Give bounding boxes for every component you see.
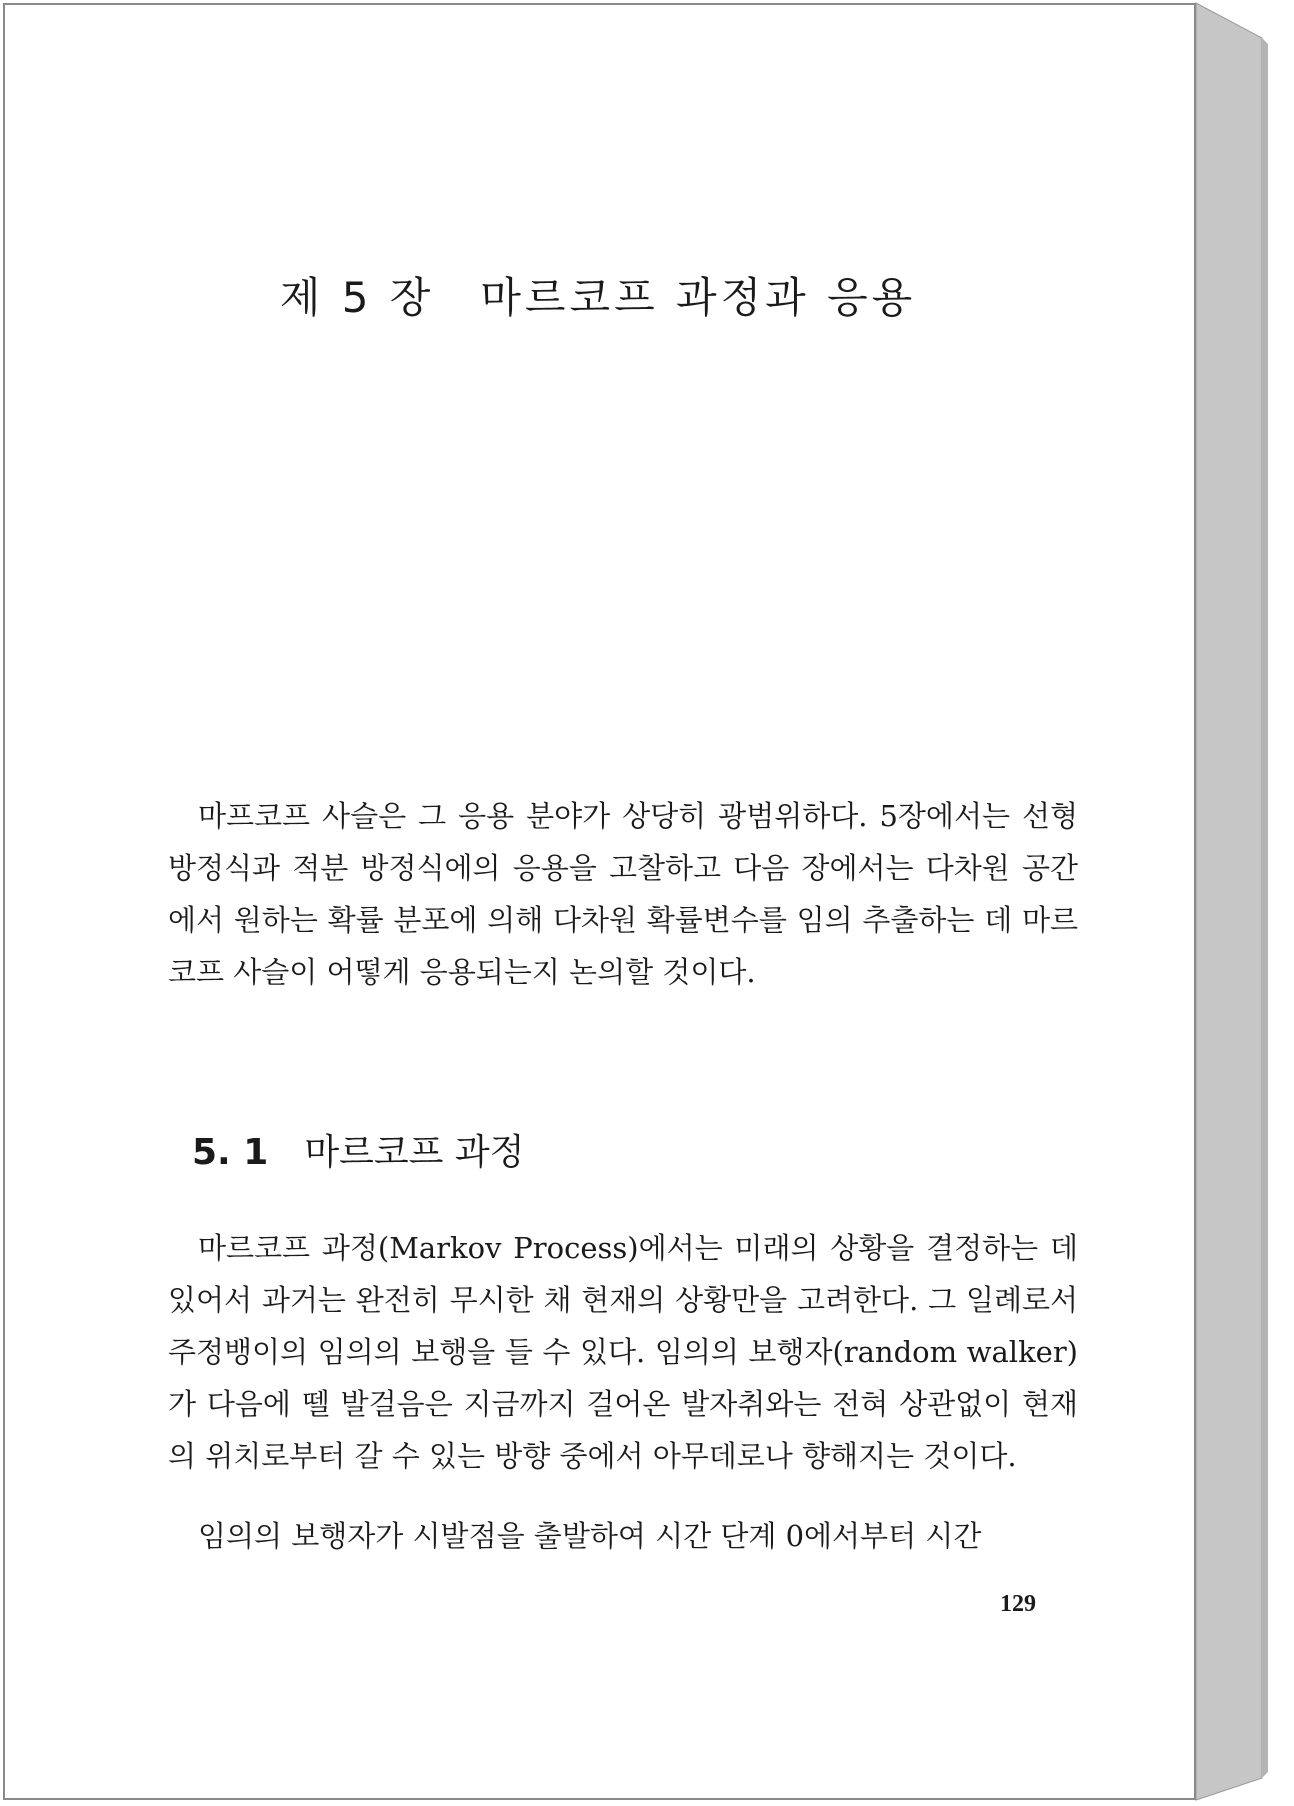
section-paragraph-2 bbox=[168, 1510, 1078, 1562]
intro-paragraph bbox=[168, 790, 1078, 998]
section-title: 마르코프 과정 bbox=[304, 1132, 525, 1173]
section-heading bbox=[192, 1124, 524, 1175]
intro-paragraph-text: 마프코프 사슬은 그 응용 분야가 상당히 광범위하다. 5장에서는 선형 방정식과 적분 방정식에의 응용을 고찰하고 다음 장에서는 다차원 공간에서 원하는 확률 분포에 의해 다차원 확률변수를 임의 추출하는 데 마르코프 사슬이 어떻게 응용되는지 논의할 것이다. bbox=[168, 799, 1078, 989]
chapter-title bbox=[0, 265, 1196, 325]
chapter-number-label: 제 5 장 bbox=[279, 273, 435, 322]
page-number: 129 bbox=[1000, 1591, 1036, 1617]
chapter-title-text: 마르코프 과정과 응용 bbox=[480, 273, 917, 322]
section-number: 5. 1 bbox=[192, 1132, 269, 1173]
section-paragraph-2-text: 임의의 보행자가 시발점을 출발하여 시간 단계 0에서부터 시간 bbox=[198, 1519, 982, 1553]
section-paragraph-1 bbox=[168, 1222, 1078, 1482]
section-paragraph-1-text: 마르코프 과정(Markov Process)에서는 미래의 상황을 결정하는 데 있어서 과거는 완전히 무시한 채 현재의 상황만을 고려한다. 그 일례로서 주정뱅이의 임의의 보행을 들 수 있다. 임의의 보행자(random walker)가 다음에 뗄 발걸음은 지금까지 걸어온 발자취와는 전혀 상관없이 현재의 위치로부터 갈 수 있는 방향 중에서 아무데로나 향해지는 것이다. bbox=[168, 1231, 1078, 1473]
